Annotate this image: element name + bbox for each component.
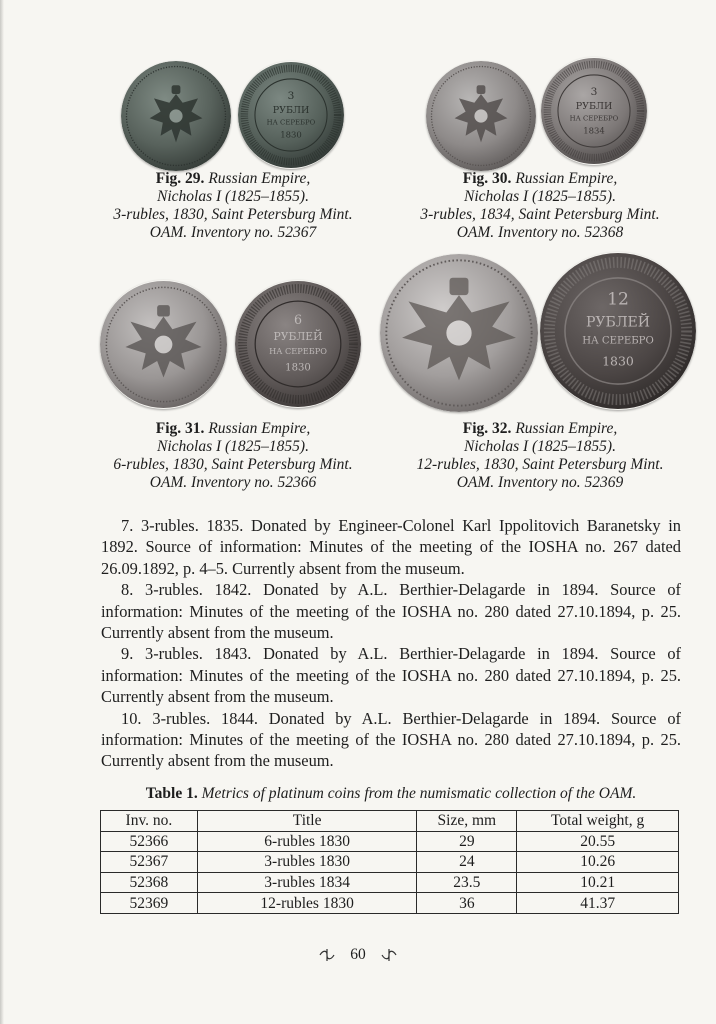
caption-fig30 (400, 170, 680, 242)
header-weight: Total weight, g (517, 811, 679, 832)
cell-weight: 20.55 (517, 831, 679, 852)
coin-fig31-denomination: 6 (293, 311, 303, 327)
cell-title: 3-rubles 1830 (197, 852, 417, 873)
table-row (101, 831, 679, 852)
coin-fig30-year: 1834 (583, 125, 605, 136)
coin-fig32-reverse (540, 252, 696, 410)
coin-fig32-obverse (380, 254, 538, 412)
coin-fig31-year: 1830 (285, 362, 311, 374)
cell-inv-no: 52366 (101, 831, 198, 852)
cell-title: 6-rubles 1830 (197, 831, 417, 852)
table-header-row (101, 811, 679, 832)
paragraph-item-7: 7. 3-rubles. 1835. Donated by Engineer-Colonel Karl Ippolitovich Baranetsky in 1892. Source of information: Minutes of the meeting of the IOSHA no. 267 dated 26.09.1892, p. 4–5. Currently absent from the museum. (101, 516, 681, 578)
table-row (101, 872, 679, 893)
cell-title: 3-rubles 1834 (197, 872, 417, 893)
fig30-number: Fig. 30. (462, 170, 512, 187)
fig32-line4: OAM. Inventory no. 52369 (456, 474, 624, 491)
fig31-line1: Russian Empire, (208, 420, 311, 437)
fig32-line2: Nicholas I (1825–1855). (464, 438, 616, 455)
coin-fig30-obverse (426, 61, 536, 171)
caption-fig32 (400, 420, 680, 492)
fig31-line4: OAM. Inventory no. 52366 (149, 474, 317, 491)
fig29-line2: Nicholas I (1825–1855). (157, 188, 309, 205)
coin-fig31-obverse (100, 280, 227, 409)
ornament-right-icon (380, 947, 398, 963)
fig30-line4: OAM. Inventory no. 52368 (456, 224, 624, 241)
coin-fig29-denomination: 3 (287, 90, 295, 103)
cell-inv-no: 52369 (101, 893, 198, 914)
coin-fig32-silver: НА СЕРЕБРО (582, 335, 654, 347)
fig32-line3: 12-rubles, 1830, Saint Petersburg Mint. (416, 456, 664, 473)
page-number: 60 (350, 946, 366, 963)
paragraph-item-10: 10. 3-rubles. 1844. Donated by A.L. Berthier-Delagarde in 1894. Source of information: Minutes of the meeting of the IOSHA no. 280 dated 27.10.1894, p. 25. Currently absent from the museum. (101, 708, 681, 771)
header-title: Title (197, 811, 417, 832)
paragraph-item-9: 9. 3-rubles. 1843. Donated by A.L. Berthier-Delagarde in 1894. Source of information: Minutes of the meeting of the IOSHA no. 280 dated 27.10.1894, p. 25. Currently absent from the museum. (101, 644, 681, 707)
coin-fig31-silver: НА СЕРЕБРО (269, 346, 327, 357)
coin-fig32-word: РУБЛЕЙ (585, 314, 651, 331)
table-caption (101, 785, 681, 803)
fig32-number: Fig. 32. (462, 420, 512, 437)
caption-fig31 (93, 420, 373, 492)
coin-fig29-silver: НА СЕРЕБРО (266, 118, 316, 127)
table-row (101, 852, 679, 873)
table-row (101, 893, 679, 914)
fig29-line3: 3-rubles, 1830, Saint Petersburg Mint. (113, 206, 353, 223)
coin-fig29-obverse (121, 61, 231, 171)
page-footer (0, 946, 716, 964)
table-caption-label: Table 1. (145, 785, 198, 802)
cell-weight: 10.26 (517, 852, 679, 873)
cell-weight: 10.21 (517, 872, 679, 893)
header-size: Size, mm (417, 811, 517, 832)
caption-fig29 (93, 170, 373, 242)
page-edge (0, 0, 4, 1024)
cell-weight: 41.37 (517, 893, 679, 914)
coin-fig32-denomination: 12 (607, 289, 629, 310)
cell-size: 23.5 (417, 872, 517, 893)
fig32-line1: Russian Empire, (515, 420, 618, 437)
coin-fig32-year: 1830 (602, 353, 634, 369)
body-text (101, 515, 681, 772)
fig29-line4: OAM. Inventory no. 52367 (149, 224, 317, 241)
cell-size: 29 (417, 831, 517, 852)
cell-size: 36 (417, 893, 517, 914)
fig29-number: Fig. 29. (155, 170, 205, 187)
fig30-line2: Nicholas I (1825–1855). (464, 188, 616, 205)
metrics-table (100, 810, 679, 914)
table-caption-text: Metrics of platinum coins from the numismatic collection of the OAM. (201, 785, 637, 802)
fig31-line2: Nicholas I (1825–1855). (157, 438, 309, 455)
cell-inv-no: 52368 (101, 872, 198, 893)
coin-fig29-reverse (238, 61, 344, 169)
coin-fig31-word: РУБЛЕЙ (273, 330, 323, 344)
ornament-left-icon (318, 947, 336, 963)
coin-fig30-word: РУБЛИ (575, 100, 613, 112)
coin-fig29-year: 1830 (280, 129, 302, 140)
fig29-line1: Russian Empire, (208, 170, 311, 187)
fig31-line3: 6-rubles, 1830, Saint Petersburg Mint. (113, 456, 353, 473)
cell-title: 12-rubles 1830 (197, 893, 417, 914)
fig30-line1: Russian Empire, (515, 170, 618, 187)
coin-fig30-reverse (541, 57, 647, 165)
coin-fig31-reverse (235, 280, 361, 408)
fig31-number: Fig. 31. (155, 420, 205, 437)
cell-inv-no: 52367 (101, 852, 198, 873)
fig30-line3: 3-rubles, 1834, Saint Petersburg Mint. (420, 206, 660, 223)
coin-fig30-silver: НА СЕРЕБРО (569, 114, 619, 123)
cell-size: 24 (417, 852, 517, 873)
coin-fig30-denomination: 3 (590, 86, 598, 99)
coin-fig29-word: РУБЛИ (272, 104, 310, 116)
paragraph-item-8: 8. 3-rubles. 1842. Donated by A.L. Berthier-Delagarde in 1894. Source of information: Minutes of the meeting of the IOSHA no. 280 dated 27.10.1894, p. 25. Currently absent from the museum. (101, 580, 681, 643)
header-inv-no: Inv. no. (101, 811, 198, 832)
